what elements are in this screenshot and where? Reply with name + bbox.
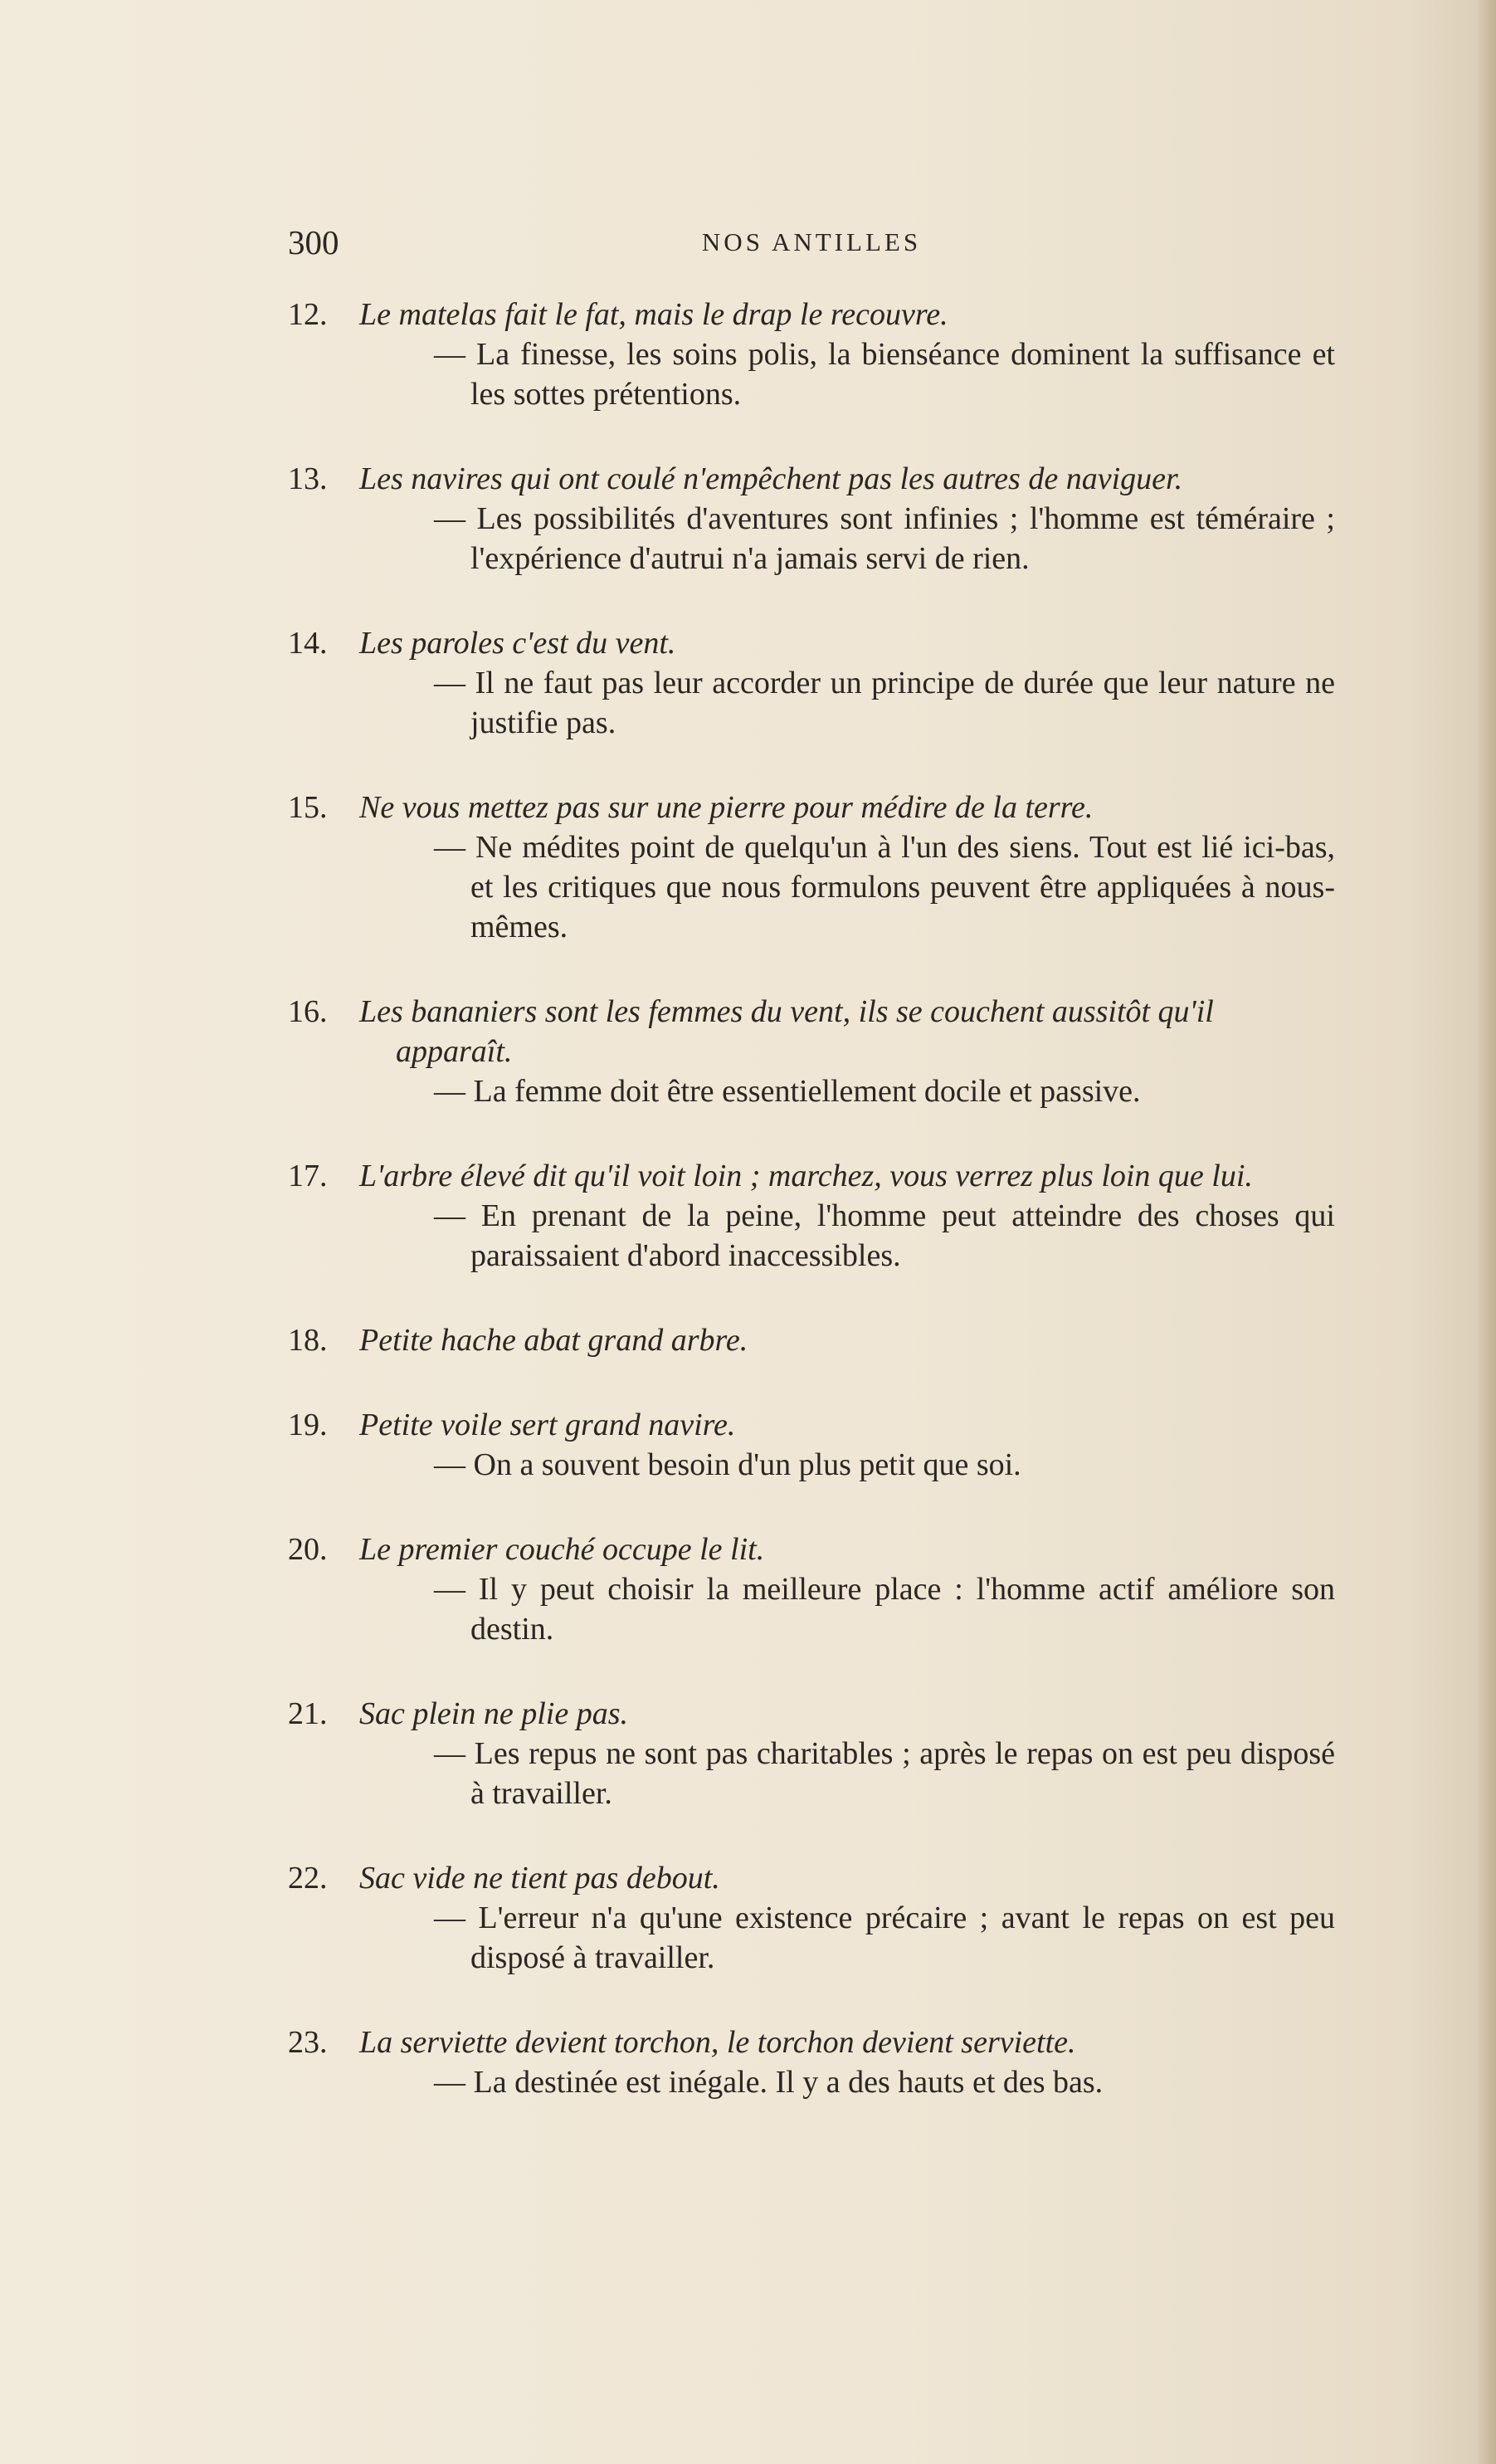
proverb-number: 21. — [288, 1696, 328, 1731]
proverb-number: 20. — [288, 1532, 328, 1567]
proverb-number: 19. — [288, 1408, 328, 1442]
proverb-text: Petite hache abat grand arbre. — [359, 1323, 748, 1358]
proverb-text: Les navires qui ont coulé n'empêchent pas les autres de naviguer. — [359, 461, 1183, 496]
proverb-text: Les paroles c'est du vent. — [359, 626, 676, 661]
proverb-number: 12. — [288, 297, 328, 332]
proverb-text: Le premier couché occupe le lit. — [359, 1532, 765, 1567]
proverb-item — [288, 2022, 1335, 2102]
proverb-item — [288, 1405, 1335, 1485]
proverb-item — [288, 623, 1335, 743]
proverb-explanation: — La destinée est inégale. Il y a des hauts et des bas. — [434, 2065, 1104, 2100]
proverb-text: Petite voile sert grand navire. — [359, 1408, 736, 1442]
proverb-text: L'arbre élevé dit qu'il voit loin ; marchez, vous verrez plus loin que lui. — [359, 1159, 1253, 1193]
proverb-text: La serviette devient torchon, le torchon devient serviette. — [359, 2025, 1076, 2060]
proverb-number: 13. — [288, 461, 328, 496]
proverb-number: 23. — [288, 2025, 328, 2060]
proverb-explanation: — On a souvent besoin d'un plus petit que soi. — [434, 1447, 1021, 1482]
proverb-explanation: — Les repus ne sont pas charitables ; après le repas on est peu disposé à travailler. — [434, 1736, 1335, 1811]
proverb-explanation: — En prenant de la peine, l'homme peut atteindre des choses qui paraissaient d'abord inaccessibles. — [434, 1198, 1335, 1273]
proverb-explanation: — Ne médites point de quelqu'un à l'un des siens. Tout est lié ici-bas, et les critiques que nous formulons peuvent être appliquées à nous-mêmes. — [434, 830, 1335, 944]
proverb-explanation: — La femme doit être essentiellement docile et passive. — [434, 1074, 1141, 1109]
proverb-number: 17. — [288, 1159, 328, 1193]
proverb-item — [288, 1530, 1335, 1649]
proverb-text: Ne vous mettez pas sur une pierre pour médire de la terre. — [359, 790, 1094, 825]
proverb-number: 18. — [288, 1323, 328, 1358]
proverb-explanation: — La finesse, les soins polis, la bienséance dominent la suffisance et les sottes prétentions. — [434, 337, 1335, 412]
proverb-item — [288, 1694, 1335, 1813]
proverb-item — [288, 1858, 1335, 1978]
page-edge-shadow — [1476, 0, 1496, 2464]
proverb-explanation: — L'erreur n'a qu'une existence précaire ; avant le repas on est peu disposé à travailler. — [434, 1900, 1335, 1975]
proverb-number: 22. — [288, 1861, 328, 1896]
proverb-number: 14. — [288, 626, 328, 661]
page-number: 300 — [288, 223, 339, 261]
proverb-item — [288, 459, 1335, 578]
proverb-item — [288, 788, 1335, 947]
page-header — [288, 217, 1335, 267]
proverb-number: 16. — [288, 994, 328, 1029]
proverb-text: Les bananiers sont les femmes du vent, ils se couchent aussitôt qu'il apparaît. — [359, 994, 1214, 1069]
proverb-item — [288, 1156, 1335, 1276]
proverb-item — [288, 295, 1335, 414]
proverb-list — [288, 295, 1335, 2147]
proverb-item — [288, 992, 1335, 1111]
proverb-text: Sac vide ne tient pas debout. — [359, 1861, 720, 1896]
proverb-explanation: — Il ne faut pas leur accorder un principe de durée que leur nature ne justifie pas. — [434, 666, 1335, 740]
proverb-number: 15. — [288, 790, 328, 825]
proverb-text: Sac plein ne plie pas. — [359, 1696, 628, 1731]
proverb-text: Le matelas fait le fat, mais le drap le recouvre. — [359, 297, 948, 332]
proverb-explanation: — Les possibilités d'aventures sont infinies ; l'homme est téméraire ; l'expérience d'autrui n'a jamais servi de rien. — [434, 501, 1335, 576]
proverb-item — [288, 1320, 1335, 1360]
proverb-explanation: — Il y peut choisir la meilleure place : l'homme actif améliore son destin. — [434, 1572, 1335, 1647]
running-title: NOS ANTILLES — [701, 227, 922, 256]
